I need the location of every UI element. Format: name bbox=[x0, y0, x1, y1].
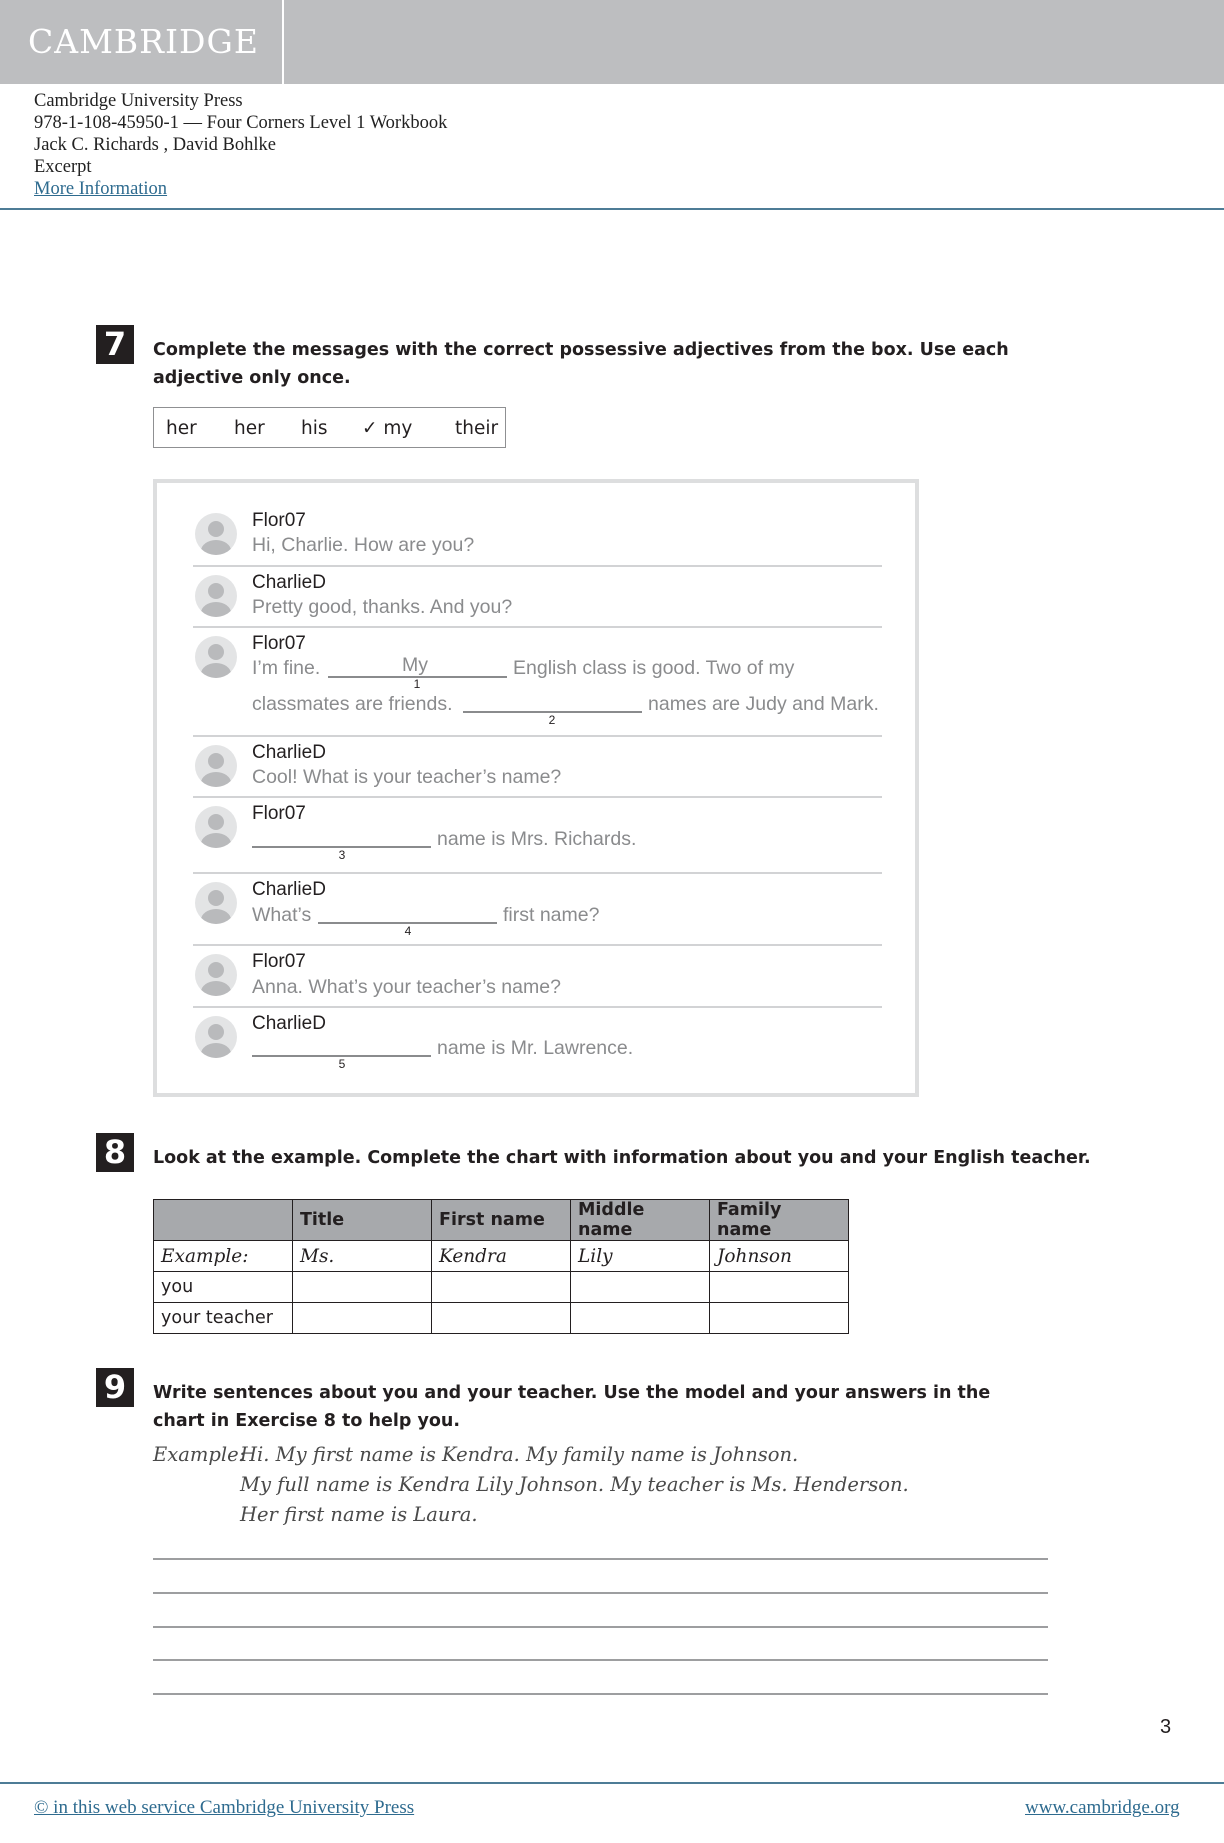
message-text-part: What’s bbox=[252, 904, 312, 926]
table-cell: Johnson bbox=[710, 1241, 849, 1272]
more-information-link[interactable]: More Information bbox=[34, 179, 168, 199]
word-their: their bbox=[455, 418, 499, 439]
blank-5-number: 5 bbox=[338, 1057, 346, 1071]
blank-1-answer: My bbox=[402, 654, 428, 676]
authors: Jack C. Richards , David Bohlke bbox=[34, 135, 276, 155]
blank-3-number: 3 bbox=[338, 848, 346, 862]
column-header bbox=[154, 1200, 293, 1241]
message-username: CharlieD bbox=[252, 742, 326, 763]
table-cell: your teacher bbox=[154, 1303, 293, 1334]
writing-line[interactable] bbox=[153, 1592, 1048, 1594]
exercise-8-number: 8 bbox=[96, 1133, 134, 1172]
table-cell-input[interactable] bbox=[710, 1272, 849, 1303]
avatar-icon bbox=[195, 745, 237, 787]
message-text-part: names are Judy and Mark. bbox=[648, 693, 879, 715]
message-text-part: English class is good. Two of my bbox=[513, 657, 795, 679]
example-line-3: Her first name is Laura. bbox=[240, 1503, 478, 1526]
avatar-icon bbox=[195, 1016, 237, 1058]
table-row bbox=[154, 1303, 849, 1334]
avatar-icon bbox=[195, 636, 237, 678]
example-line-1: Hi. My first name is Kendra. My family name is Johnson. bbox=[240, 1443, 799, 1466]
message-username: Flor07 bbox=[252, 510, 306, 531]
word-her-2: her bbox=[234, 418, 265, 439]
word-his: his bbox=[301, 418, 328, 439]
table-header-row bbox=[154, 1200, 849, 1241]
writing-line[interactable] bbox=[153, 1558, 1048, 1560]
avatar-icon bbox=[195, 513, 237, 555]
message-username: CharlieD bbox=[252, 572, 326, 593]
table-cell-input[interactable] bbox=[571, 1303, 710, 1334]
writing-line[interactable] bbox=[153, 1693, 1048, 1695]
cambridge-logo: CAMBRIDGE bbox=[28, 22, 259, 61]
column-header: First name bbox=[432, 1200, 571, 1241]
blank-1-number: 1 bbox=[413, 677, 421, 691]
exercise-9-number: 9 bbox=[96, 1368, 134, 1407]
header-rule bbox=[0, 208, 1224, 210]
message-text: Pretty good, thanks. And you? bbox=[252, 596, 513, 618]
message-text: Cool! What is your teacher’s name? bbox=[252, 766, 562, 788]
word-box bbox=[153, 407, 506, 448]
exercise-9-instruction-line1: Write sentences about you and your teacher. Use the model and your answers in the bbox=[153, 1383, 991, 1403]
table-cell: Kendra bbox=[432, 1241, 571, 1272]
message-separator bbox=[193, 1006, 882, 1008]
page-number: 3 bbox=[1160, 1716, 1172, 1738]
table-row bbox=[154, 1272, 849, 1303]
footer-rule bbox=[0, 1782, 1224, 1784]
exercise-9-instruction-line2: chart in Exercise 8 to help you. bbox=[153, 1411, 461, 1431]
table-cell-input[interactable] bbox=[293, 1272, 432, 1303]
writing-line[interactable] bbox=[153, 1659, 1048, 1661]
word-her-1: her bbox=[166, 418, 197, 439]
blank-4-number: 4 bbox=[404, 924, 412, 938]
message-text: Hi, Charlie. How are you? bbox=[252, 534, 475, 556]
message-username: CharlieD bbox=[252, 1013, 326, 1034]
exercise-7-instruction-line2: adjective only once. bbox=[153, 368, 351, 388]
exercise-7-number: 7 bbox=[96, 325, 134, 364]
message-separator bbox=[193, 872, 882, 874]
table-cell-input[interactable] bbox=[293, 1303, 432, 1334]
message-text-part: first name? bbox=[503, 904, 600, 926]
message-separator bbox=[193, 735, 882, 737]
message-text: Anna. What’s your teacher’s name? bbox=[252, 976, 561, 998]
header-divider bbox=[282, 0, 284, 84]
table-cell: Lily bbox=[571, 1241, 710, 1272]
message-separator bbox=[193, 565, 882, 567]
message-text-part: name is Mr. Lawrence. bbox=[437, 1037, 634, 1059]
publisher: Cambridge University Press bbox=[34, 91, 243, 111]
cambridge-website-link[interactable]: www.cambridge.org bbox=[1025, 1797, 1180, 1818]
table-cell-input[interactable] bbox=[432, 1272, 571, 1303]
column-header: Middle name bbox=[571, 1200, 710, 1241]
copyright-link[interactable]: © in this web service Cambridge University Press bbox=[34, 1797, 415, 1818]
example-line-2: My full name is Kendra Lily Johnson. My teacher is Ms. Henderson. bbox=[240, 1473, 909, 1496]
message-text-part: name is Mrs. Richards. bbox=[437, 828, 637, 850]
info-chart bbox=[153, 1199, 849, 1334]
writing-line[interactable] bbox=[153, 1626, 1048, 1628]
message-text-part: classmates are friends. bbox=[252, 693, 453, 715]
example-label: Example: bbox=[153, 1443, 246, 1466]
table-cell: Example: bbox=[154, 1241, 293, 1272]
message-username: CharlieD bbox=[252, 879, 326, 900]
exercise-7-instruction-line1: Complete the messages with the correct possessive adjectives from the box. Use each bbox=[153, 340, 1009, 360]
message-separator bbox=[193, 626, 882, 628]
avatar-icon bbox=[195, 806, 237, 848]
table-row bbox=[154, 1241, 849, 1272]
avatar-icon bbox=[195, 575, 237, 617]
message-text-part: I’m fine. bbox=[252, 657, 321, 679]
message-separator bbox=[193, 796, 882, 798]
table-cell-input[interactable] bbox=[710, 1303, 849, 1334]
table-cell: you bbox=[154, 1272, 293, 1303]
table-cell: Ms. bbox=[293, 1241, 432, 1272]
word-my-checked: ✓ my bbox=[362, 418, 413, 439]
blank-2-number: 2 bbox=[548, 713, 556, 727]
avatar-icon bbox=[195, 882, 237, 924]
table-cell-input[interactable] bbox=[432, 1303, 571, 1334]
excerpt-label: Excerpt bbox=[34, 157, 92, 177]
table-cell-input[interactable] bbox=[571, 1272, 710, 1303]
message-username: Flor07 bbox=[252, 951, 306, 972]
avatar-icon bbox=[195, 954, 237, 996]
exercise-8-instruction: Look at the example. Complete the chart with information about you and your English teacher. bbox=[153, 1148, 1091, 1168]
column-header: Family name bbox=[710, 1200, 849, 1241]
message-separator bbox=[193, 944, 882, 946]
message-username: Flor07 bbox=[252, 803, 306, 824]
isbn-title: 978-1-108-45950-1 — Four Corners Level 1 Workbook bbox=[34, 113, 448, 133]
message-username: Flor07 bbox=[252, 633, 306, 654]
column-header: Title bbox=[293, 1200, 432, 1241]
